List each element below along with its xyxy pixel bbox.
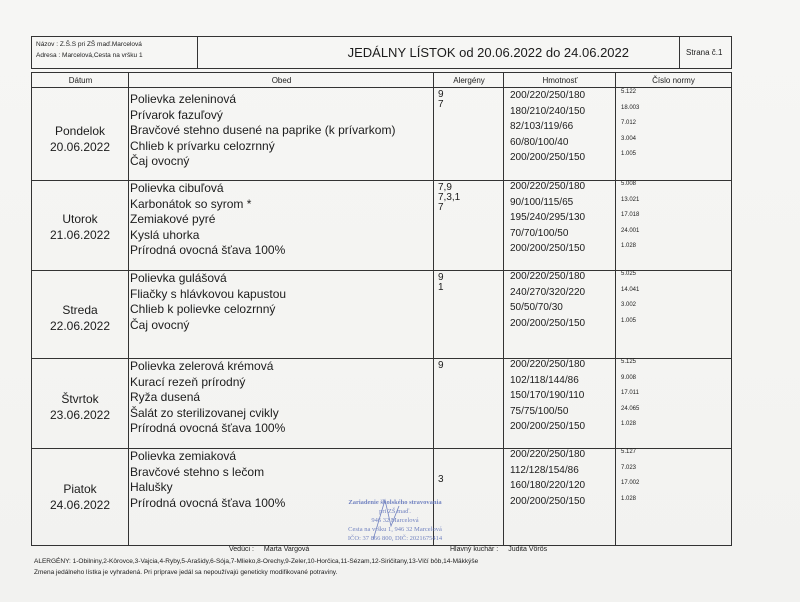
weight-list — [510, 179, 585, 257]
school-address-line: Adresa : Marcelová,Cesta na vršku 1 — [36, 52, 143, 59]
allergen-list — [438, 361, 444, 371]
day-name: Piatok — [63, 482, 97, 496]
weight-item: 75/75/100/50 — [510, 405, 569, 417]
column-header-date: Dátum — [32, 73, 129, 88]
meal-item: Prívarok fazuľový — [130, 107, 223, 122]
meal-item: Bravčové stehno s lečom — [130, 464, 265, 479]
weight-item: 200/220/250/180 — [510, 181, 586, 192]
school-name: Z.Š.S pri ZŠ maď.Marcelová — [59, 41, 142, 48]
weight-item: 200/200/250/150 — [510, 152, 586, 163]
school-address: Marcelová,Cesta na vršku 1 — [62, 52, 143, 59]
day-date: 20.06.2022 — [49, 140, 111, 154]
page-title: JEDÁLNY LÍSTOK od 20.06.2022 do 24.06.2022 — [198, 37, 680, 68]
norm-item: 7.012 — [621, 120, 637, 126]
weight-item: 200/200/250/150 — [510, 421, 586, 432]
allergen-item: 9 — [438, 360, 444, 371]
meal-item: Prírodná ovocná šťava 100% — [130, 243, 286, 257]
day-row — [32, 181, 731, 271]
weight-item: 240/270/320/220 — [510, 286, 586, 298]
meal-item: Polievka zeleninová — [130, 92, 237, 106]
weight-item: 180/210/240/150 — [510, 105, 586, 117]
meal-list — [130, 271, 286, 333]
norm-item: 17.011 — [621, 390, 639, 396]
meal-item: Prírodná ovocná šťava 100% — [130, 421, 286, 435]
allergen-legend: ALERGÉNY: 1-Obilniny,2-Kôrovce,3-Vajcia,4-Ryby,5-Arašidy,6-Sója,7-Mlieko,8-Orechy,9-Zeler,10-Horčica,11-Sézam,12-Siričitany,13-Vlčí bôb,14-Mäkkýše — [34, 558, 479, 565]
norm-list — [621, 355, 639, 433]
document-header — [31, 36, 732, 69]
meal-item: Karbonátok so syrom * — [130, 196, 252, 211]
day-cell — [32, 211, 128, 243]
norm-item: 1.028 — [621, 243, 637, 249]
meal-item: Polievka gulášová — [130, 271, 227, 285]
meal-list — [130, 359, 285, 437]
cook-label: Hlavný kuchár : — [450, 546, 499, 553]
meal-item: Polievka cibuľová — [130, 181, 224, 195]
day-cell — [32, 481, 128, 513]
allergen-list — [438, 90, 444, 110]
meal-item: Šalát zo sterilizovanej cvikly — [130, 405, 279, 420]
day-name: Utorok — [62, 212, 98, 226]
weight-item: 195/240/295/130 — [510, 212, 586, 223]
day-date: 21.06.2022 — [49, 228, 111, 242]
weight-item: 200/220/250/180 — [510, 449, 586, 460]
norm-item: 7.023 — [621, 464, 637, 471]
day-name: Štvrtok — [61, 392, 99, 406]
norm-item: 9.008 — [621, 374, 637, 381]
stamp-line: 946 32 Marcelová — [371, 517, 419, 524]
meal-item: Bravčové stehno dusené na paprike (k prívarkom) — [130, 123, 396, 137]
stamp-line: pri ZŠ maď. — [379, 508, 411, 515]
allergen-item: 7 — [438, 202, 444, 213]
day-name: Streda — [62, 303, 98, 317]
allergen-list — [438, 273, 444, 293]
day-date: 24.06.2022 — [49, 498, 111, 512]
column-header-norm: Číslo normy — [616, 73, 731, 88]
norm-item: 5.125 — [621, 359, 637, 365]
norm-item: 3.004 — [621, 135, 637, 142]
norm-item: 14.041 — [621, 286, 640, 293]
weight-item: 200/220/250/180 — [510, 271, 586, 282]
day-cell — [32, 302, 128, 334]
day-row — [32, 359, 731, 449]
weight-item: 150/170/190/110 — [510, 390, 585, 401]
name-label: Názov — [36, 41, 55, 48]
meal-item: Polievka zelerová krémová — [130, 359, 274, 373]
allergen-item: 7 — [438, 99, 444, 110]
norm-item: 17.018 — [621, 212, 640, 218]
norm-item: 18.003 — [621, 104, 640, 111]
meal-item: Chlieb k prívarku celozrnný — [130, 138, 275, 153]
day-row — [32, 271, 731, 359]
norm-item: 24.001 — [621, 227, 640, 234]
norm-list — [621, 267, 639, 329]
meal-item: Polievka zemiaková — [130, 449, 237, 463]
meal-list — [130, 449, 285, 511]
column-header-meal: Obed — [129, 73, 434, 88]
allergen-item: 9 — [438, 89, 444, 100]
norm-item: 17.002 — [621, 480, 640, 486]
weight-item: 160/180/220/120 — [510, 480, 586, 491]
weight-item: 70/70/100/50 — [510, 227, 569, 239]
allergen-item: 7,3,1 — [438, 192, 461, 203]
norm-item: 1.028 — [621, 495, 637, 502]
signature-scribble-icon — [365, 496, 405, 546]
manager-name: Marta Vargová — [263, 546, 310, 553]
norm-list — [621, 177, 639, 255]
manager-signature — [229, 546, 309, 553]
stamp-line: IČO: 37 866 800, DIČ: 2021675414 — [347, 535, 443, 542]
meal-item: Čaj ovocný — [130, 317, 190, 332]
day-cell — [32, 391, 128, 423]
norm-item: 1.005 — [621, 317, 637, 324]
meal-list — [130, 181, 285, 259]
meal-list — [130, 92, 395, 170]
norm-item: 5.122 — [621, 89, 637, 95]
column-header-weight: Hmotnosť — [504, 73, 616, 88]
school-stamp — [325, 498, 465, 548]
weight-list — [510, 357, 585, 435]
allergen-item: 9 — [438, 272, 444, 283]
norm-list — [621, 85, 639, 163]
weight-item: 90/100/115/65 — [510, 196, 574, 208]
meal-item: Kurací rezeň prírodný — [130, 374, 246, 389]
weight-item: 82/103/119/66 — [510, 121, 574, 132]
meal-item: Fliačky s hlávkovou kapustou — [130, 286, 287, 301]
norm-item: 1.028 — [621, 421, 637, 427]
page-number: Strana č.1 — [686, 48, 723, 57]
allergen-list — [438, 475, 444, 485]
meal-item: Čaj ovocný — [130, 154, 190, 168]
allergen-item: 1 — [438, 282, 444, 293]
weight-list — [510, 447, 585, 509]
weight-list — [510, 88, 585, 166]
meal-item: Chlieb k polievke celozrnný — [130, 302, 276, 316]
day-name: Pondelok — [54, 124, 106, 138]
weight-item: 200/200/250/150 — [510, 243, 586, 254]
allergen-list — [438, 183, 460, 213]
norm-list — [621, 445, 639, 507]
meal-item: Halušky — [130, 480, 173, 494]
weight-item: 50/50/70/30 — [510, 302, 563, 313]
norm-item: 1.005 — [621, 151, 637, 157]
norm-item: 5.008 — [621, 181, 637, 187]
day-date: 23.06.2022 — [49, 408, 111, 422]
norm-item: 13.021 — [621, 196, 640, 203]
weight-item: 112/128/154/86 — [510, 464, 579, 476]
norm-item: 3.002 — [621, 302, 637, 308]
weight-item: 200/220/250/180 — [510, 90, 586, 101]
day-date: 22.06.2022 — [49, 319, 111, 333]
menu-table — [31, 72, 732, 546]
school-info — [32, 37, 198, 68]
meal-item: Prírodná ovocná šťava 100% — [130, 495, 286, 510]
address-label: Adresa — [36, 52, 57, 59]
footer-note: Zmena jedálneho lístka je vyhradená. Pri príprave jedál sa nepoužívajú geneticky modifikované potraviny. — [34, 569, 338, 576]
weight-list — [510, 269, 585, 331]
norm-item: 24.065 — [621, 405, 640, 412]
cook-name: Judita Vörös — [508, 546, 548, 553]
norm-item: 5.127 — [621, 449, 637, 455]
stamp-line: Cesta na vršku 1, 946 32 Marcelová — [348, 526, 442, 533]
day-cell — [32, 123, 128, 155]
meal-item: Zemiakové pyré — [130, 212, 216, 226]
stamp-line: Zariadenie školského stravovania — [348, 499, 442, 506]
day-row — [32, 88, 731, 181]
school-name-line: Názov : Z.Š.S pri ZŠ maď.Marcelová — [36, 41, 142, 48]
weight-item: 200/200/250/150 — [510, 317, 586, 329]
weight-item: 200/220/250/180 — [510, 359, 586, 370]
meal-item: Ryža dusená — [130, 390, 201, 404]
manager-label: Vedúci : — [229, 546, 254, 553]
column-header-allergens: Alergény — [434, 73, 504, 88]
weight-item: 200/200/250/150 — [510, 495, 586, 507]
meal-item: Kyslá uhorka — [130, 227, 200, 242]
allergen-item: 3 — [438, 474, 444, 485]
norm-item: 5.025 — [621, 271, 637, 277]
weight-item: 102/118/144/86 — [510, 374, 579, 386]
allergen-item: 7,9 — [438, 182, 452, 193]
weight-item: 60/80/100/40 — [510, 136, 569, 148]
